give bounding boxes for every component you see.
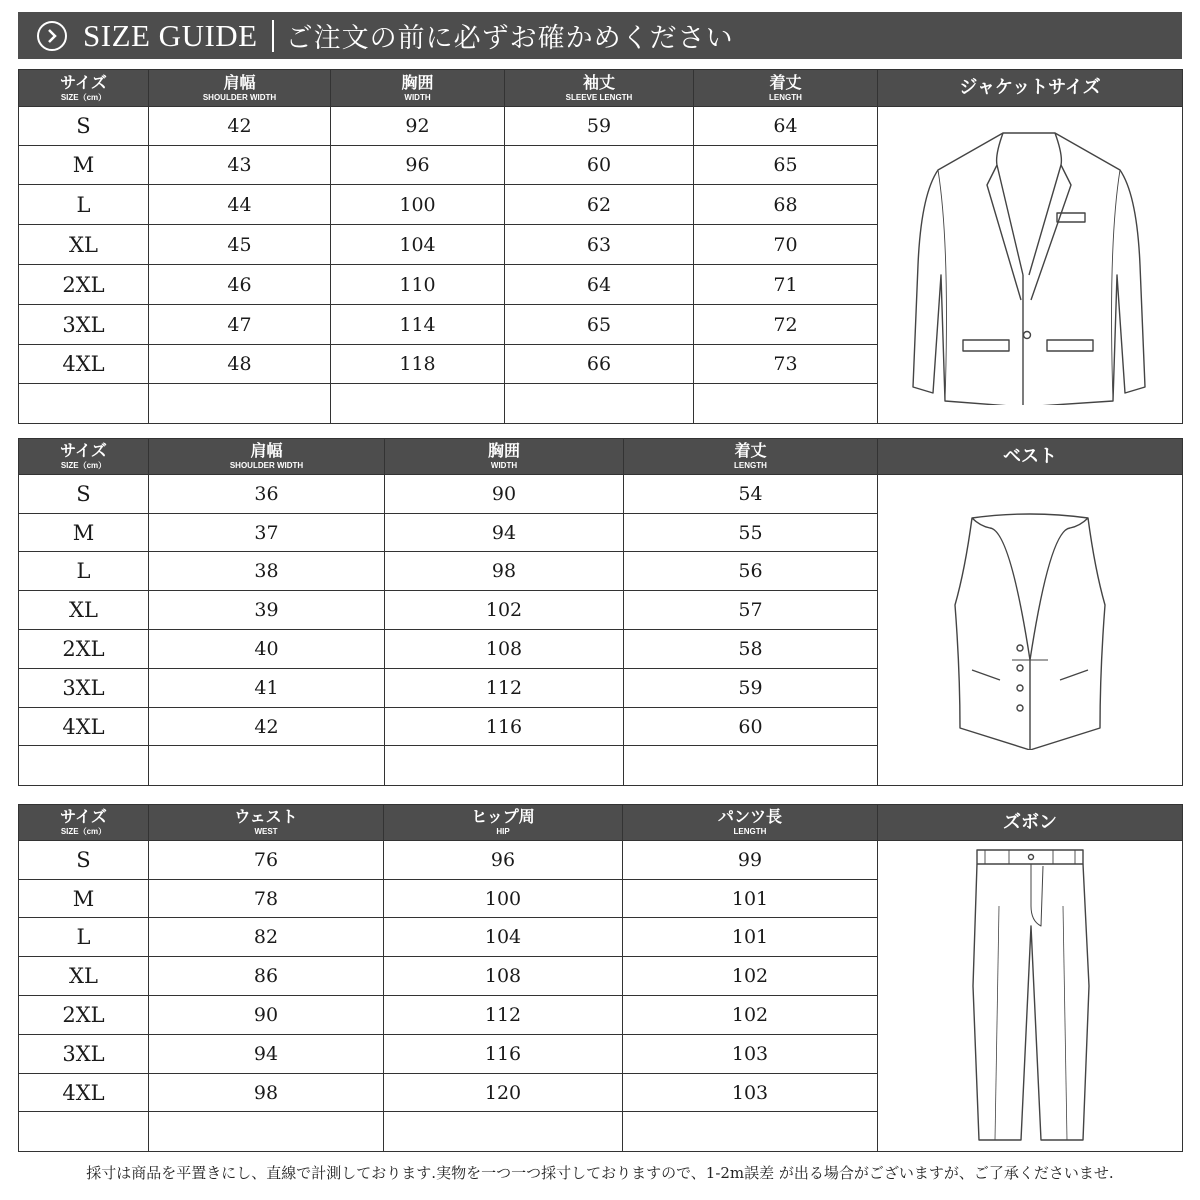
table-row (19, 475, 1183, 514)
value-cell: 56 (624, 552, 878, 591)
size-cell: 3XL (19, 669, 149, 708)
size-cell: 2XL (19, 630, 149, 669)
column-header-waist: ウェスト WEST (149, 805, 384, 841)
value-cell: 90 (385, 475, 624, 514)
value-cell: 73 (694, 345, 878, 384)
value-cell: 37 (149, 514, 385, 552)
pants-illustration (878, 841, 1183, 1152)
size-cell: XL (19, 591, 149, 630)
value-cell: 55 (624, 514, 878, 552)
column-header-length: 着丈 LENGTH (624, 439, 878, 475)
value-cell: 45 (149, 225, 331, 265)
size-cell (19, 746, 149, 786)
value-cell: 86 (149, 957, 384, 996)
value-cell (505, 384, 694, 424)
value-cell (149, 1112, 384, 1152)
value-cell: 58 (624, 630, 878, 669)
jacket-image-title: ジャケットサイズ (878, 70, 1183, 107)
value-cell: 36 (149, 475, 385, 514)
value-cell: 76 (149, 841, 384, 880)
value-cell: 68 (694, 185, 878, 225)
value-cell: 110 (331, 265, 505, 305)
value-cell: 64 (694, 107, 878, 146)
value-cell: 102 (623, 957, 878, 996)
size-cell: M (19, 514, 149, 552)
value-cell: 116 (384, 1035, 623, 1074)
table-row (19, 107, 1183, 146)
size-cell: L (19, 918, 149, 957)
size-cell: 4XL (19, 345, 149, 384)
value-cell: 101 (623, 918, 878, 957)
value-cell: 100 (331, 185, 505, 225)
table-row (19, 841, 1183, 880)
size-guide-banner (18, 12, 1182, 59)
size-cell: 3XL (19, 1035, 149, 1074)
size-cell: 2XL (19, 996, 149, 1035)
value-cell: 96 (331, 146, 505, 185)
value-cell: 47 (149, 305, 331, 345)
value-cell: 98 (385, 552, 624, 591)
value-cell: 90 (149, 996, 384, 1035)
value-cell: 48 (149, 345, 331, 384)
table-header-row (19, 439, 1183, 475)
value-cell (331, 384, 505, 424)
value-cell: 96 (384, 841, 623, 880)
value-cell: 41 (149, 669, 385, 708)
column-header-shoulder-width: 肩幅 SHOULDER WIDTH (149, 70, 331, 107)
value-cell: 38 (149, 552, 385, 591)
value-cell: 46 (149, 265, 331, 305)
value-cell: 102 (623, 996, 878, 1035)
value-cell: 108 (385, 630, 624, 669)
value-cell: 104 (331, 225, 505, 265)
size-cell: L (19, 552, 149, 591)
value-cell: 62 (505, 185, 694, 225)
table-header-row (19, 70, 1183, 107)
size-cell (19, 384, 149, 424)
value-cell: 112 (385, 669, 624, 708)
value-cell: 70 (694, 225, 878, 265)
column-header-sleeve-length: 袖丈 SLEEVE LENGTH (505, 70, 694, 107)
jacket-size-table (18, 69, 1183, 424)
value-cell: 59 (624, 669, 878, 708)
value-cell: 112 (384, 996, 623, 1035)
column-header-shoulder-width: 肩幅 SHOULDER WIDTH (149, 439, 385, 475)
value-cell: 114 (331, 305, 505, 345)
value-cell: 103 (623, 1035, 878, 1074)
size-cell: L (19, 185, 149, 225)
value-cell: 104 (384, 918, 623, 957)
value-cell: 71 (694, 265, 878, 305)
value-cell: 102 (385, 591, 624, 630)
size-cell: 4XL (19, 1074, 149, 1112)
column-header-size: サイズ SIZE（cm） (19, 805, 149, 841)
column-header-size: サイズ SIZE（cm） (19, 439, 149, 475)
value-cell: 65 (505, 305, 694, 345)
banner-divider (272, 20, 274, 52)
value-cell: 118 (331, 345, 505, 384)
size-cell: M (19, 146, 149, 185)
pants-size-table (18, 804, 1183, 1152)
value-cell: 116 (385, 708, 624, 746)
size-cell: S (19, 107, 149, 146)
chevron-right-icon (37, 21, 67, 51)
value-cell: 60 (624, 708, 878, 746)
value-cell: 72 (694, 305, 878, 345)
size-cell: S (19, 475, 149, 514)
value-cell: 57 (624, 591, 878, 630)
value-cell: 40 (149, 630, 385, 669)
size-cell: 4XL (19, 708, 149, 746)
value-cell: 59 (505, 107, 694, 146)
value-cell: 44 (149, 185, 331, 225)
vest-image-title: ベスト (878, 439, 1183, 475)
value-cell (623, 1112, 878, 1152)
value-cell: 54 (624, 475, 878, 514)
value-cell: 64 (505, 265, 694, 305)
jacket-icon (905, 125, 1155, 405)
size-cell: 2XL (19, 265, 149, 305)
vest-illustration (878, 475, 1183, 786)
size-cell: S (19, 841, 149, 880)
value-cell: 99 (623, 841, 878, 880)
value-cell: 39 (149, 591, 385, 630)
value-cell (694, 384, 878, 424)
value-cell: 66 (505, 345, 694, 384)
value-cell: 94 (149, 1035, 384, 1074)
value-cell: 100 (384, 880, 623, 918)
vest-size-table (18, 438, 1183, 786)
measurement-note: 採寸は商品を平置きにし、直線で計測しております.実物を一つ一つ採寸しておりますので、1-2m誤差 が出る場合がございますが、ご了承くださいませ. (86, 1164, 1114, 1182)
jacket-illustration (878, 107, 1183, 424)
banner-subtitle: ご注文の前に必ずお確かめください (285, 23, 734, 54)
value-cell: 43 (149, 146, 331, 185)
vest-icon (950, 510, 1110, 750)
value-cell: 94 (385, 514, 624, 552)
size-cell: M (19, 880, 149, 918)
value-cell (149, 384, 331, 424)
column-header-length: 着丈 LENGTH (694, 70, 878, 107)
column-header-chest: 胸囲 WIDTH (331, 70, 505, 107)
value-cell: 82 (149, 918, 384, 957)
pants-image-title: ズボン (878, 805, 1183, 841)
value-cell (384, 1112, 623, 1152)
value-cell: 78 (149, 880, 384, 918)
column-header-size: サイズ SIZE（cm） (19, 70, 149, 107)
value-cell (149, 746, 385, 786)
value-cell: 63 (505, 225, 694, 265)
value-cell: 98 (149, 1074, 384, 1112)
size-cell: 3XL (19, 305, 149, 345)
value-cell: 60 (505, 146, 694, 185)
value-cell: 42 (149, 107, 331, 146)
value-cell (385, 746, 624, 786)
size-cell (19, 1112, 149, 1152)
column-header-chest: 胸囲 WIDTH (385, 439, 624, 475)
value-cell (624, 746, 878, 786)
value-cell: 108 (384, 957, 623, 996)
value-cell: 92 (331, 107, 505, 146)
value-cell: 101 (623, 880, 878, 918)
size-cell: XL (19, 225, 149, 265)
pants-icon (965, 846, 1095, 1146)
value-cell: 42 (149, 708, 385, 746)
table-header-row (19, 805, 1183, 841)
column-header-hip: ヒップ周 HIP (384, 805, 623, 841)
column-header-pants-length: パンツ長 LENGTH (623, 805, 878, 841)
value-cell: 103 (623, 1074, 878, 1112)
size-cell: XL (19, 957, 149, 996)
value-cell: 120 (384, 1074, 623, 1112)
banner-title: SIZE GUIDE (83, 17, 258, 53)
value-cell: 65 (694, 146, 878, 185)
